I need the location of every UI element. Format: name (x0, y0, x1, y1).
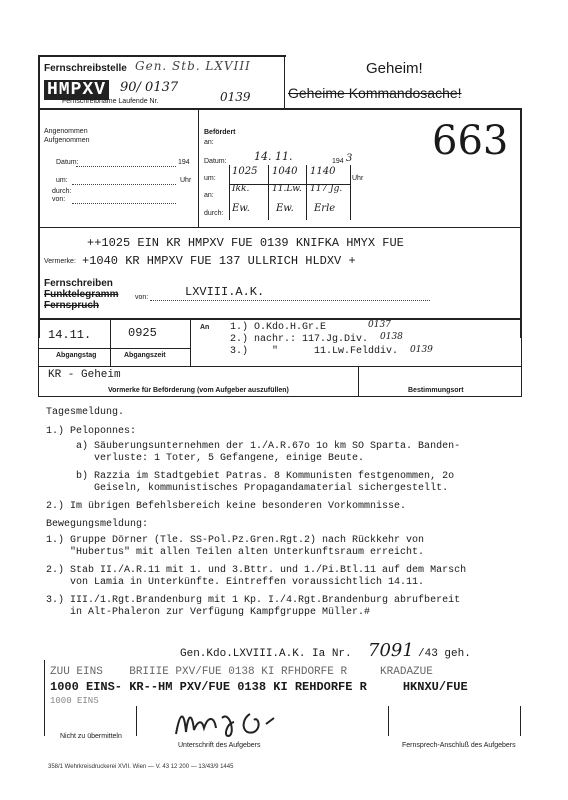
form-border-right (520, 108, 522, 338)
abgangszeit-caption: Abgangszeit (124, 352, 166, 359)
received-year: 194 (178, 159, 190, 166)
dispatch-an-label: An (200, 324, 210, 331)
report-line-13: in Alt-Phaleron zur Verfügung Kampfgruppe Müller.# (46, 607, 371, 618)
stamp-code: HMPXV (44, 80, 109, 100)
report-title: Tagesmeldung. (46, 407, 125, 418)
dispatch-underline (38, 348, 190, 349)
big-handwritten-number: 663 (432, 118, 509, 164)
handwritten-signature (170, 706, 290, 740)
report-line-6: 2.) Im übrigen Befehlsbereich keine besonderen Vorkommnisse. (46, 501, 407, 512)
befoerdert-label: Befördert (204, 129, 236, 136)
reference-suffix: /43 geh. (418, 648, 471, 660)
forwarded-an-label: an: (204, 139, 214, 146)
addressee-1: 1.) O.Kdo.H.Gr.E (230, 322, 327, 333)
forwarded-datum-label: Datum: (204, 158, 227, 165)
laufende-nr: 90/ 0137 (120, 80, 179, 95)
angenommen-label: Angenommen (44, 128, 88, 135)
report-line-3: verluste: 1 Toter, 5 Gefangene, einige Beute. (46, 453, 365, 464)
abgangstag-value: 14.11. (48, 328, 92, 342)
type-funktelegramm: Funktelegramm (44, 289, 119, 300)
type-fernspruch: Fernspruch (44, 300, 100, 311)
forwarded-durch-label: durch: (204, 210, 224, 217)
forwarded-recipient-3: 117 Jg. (310, 184, 343, 194)
aufgenommen-label: Aufgenommen (44, 137, 90, 144)
forwarded-operator-1: Ew. (232, 203, 250, 214)
received-von-label: von: (52, 196, 66, 203)
dispatch-vline-2 (190, 320, 191, 366)
received-durch-label: durch: (52, 188, 72, 195)
report-line-1: 1.) Peloponnes: (46, 426, 137, 437)
geheim-stamp: Geheim! (366, 60, 423, 77)
forwarded-uhr-label: Uhr (352, 175, 364, 182)
report-line-2: a) Säuberungsunternehmen der 1./A.R.67o 1o km SO Sparta. Banden- (46, 441, 461, 452)
vormerke-caption: Vormerke für Beförderung (vom Aufgeber auszufüllen) (108, 387, 289, 394)
reference-number: 7091 (368, 640, 414, 661)
form-border-left (38, 55, 40, 338)
forwarded-operator-2: Ew. (276, 203, 294, 214)
forwarded-col-1 (229, 165, 230, 220)
forwarded-time-2: 1040 (272, 166, 298, 177)
signature-glyph (170, 706, 290, 740)
nicht-zu-uebermitteln: Nicht zu übermitteln (60, 733, 122, 740)
addressee-number-2: 0138 (380, 332, 403, 342)
header-inner-vline (284, 55, 285, 108)
type-von-label: von: (135, 294, 149, 301)
report-line-10: 2.) Stab II./A.R.11 mit 1. und 3.Bttr. und 1./Pi.Btl.11 auf dem Marsch (46, 565, 467, 576)
forwarded-col-4 (350, 165, 351, 220)
received-datum-label: Datum: (56, 159, 79, 166)
received-forwarded-divider (198, 110, 199, 227)
forwarded-recipient-2: 11.Lw. (272, 184, 302, 194)
fernsprech-caption: Fernsprech-Anschluß des Aufgebers (402, 742, 516, 749)
form-divider-2 (38, 227, 522, 228)
forwarded-year: 194 (332, 158, 344, 165)
type-von-line (150, 300, 430, 301)
addressee-2: 2.) nachr.: 117.Jg.Div. (230, 334, 369, 345)
geheime-kommandosache-stamp: Geheime Kommandosache! (288, 85, 462, 101)
forwarded-recipient-1: Ikk. (232, 184, 250, 194)
received-datum-line (76, 166, 176, 167)
report-line-4: b) Razzia im Stadtgebiet Patras. 8 Kommunisten festgenommen, 2o (46, 471, 455, 482)
kr-row-vline (358, 366, 359, 396)
signature-row-vline-right (520, 706, 521, 736)
type-von-value: LXVIII.A.K. (185, 285, 265, 299)
forwarded-year-suffix: 3 (346, 153, 353, 164)
signature-row-vline-left (44, 660, 45, 736)
signature-row-vline-1 (136, 706, 137, 736)
received-von-line (72, 203, 176, 204)
forwarded-an-label-2: an: (204, 192, 214, 199)
forwarded-operator-3: Erle (314, 203, 336, 214)
dispatch-vline-1 (110, 320, 111, 366)
tape-line-3: 1000 EINS (50, 696, 99, 706)
forwarded-col-2 (268, 165, 269, 220)
report-line-8: 1.) Gruppe Dörner (Tle. SS-Pol.Pz.Gren.Rgt.2) nach Rückkehr von (46, 535, 425, 546)
report-line-9: "Hubertus" mit allen Teilen alten Unterkunftsraum erreicht. (46, 547, 425, 558)
received-um-label: um: (56, 177, 68, 184)
abgangstag-caption: Abgangstag (56, 352, 97, 359)
transmission-line-1: ++1025 EIN KR HMPXV FUE 0139 KNIFKA HMYX FUE (87, 236, 404, 250)
report-line-5: Geiseln, kommunistisches Propagandamaterial sichergestellt. (46, 483, 449, 494)
report-line-11: von Lamia in Unterkünfte. Eintreffen voraussichtlich 14.11. (46, 577, 425, 588)
laufende-nr-caption: Fernschreibname Laufende Nr. (62, 98, 159, 105)
reference-line: Gen.Kdo.LXVIII.A.K. Ia Nr. (180, 648, 352, 660)
received-um-line (72, 184, 176, 185)
addressee-number-1: 0137 (368, 320, 391, 330)
printer-imprint: 358/1 Wehrkreisdruckerei XVII. Wien — V. 43 12 200 — 13/43/9 1445 (48, 764, 234, 770)
laufende-nr-2: 0139 (220, 90, 251, 104)
fernschreibstelle-label: Fernschreibstelle (44, 63, 127, 74)
form-divider-1 (38, 108, 522, 110)
abgangszeit-value: 0925 (128, 326, 157, 340)
vermerke-label: Vermerke: (44, 258, 76, 265)
forwarded-datum-value: 14. 11. (254, 150, 293, 163)
form-border-top (38, 55, 286, 57)
tape-line-2: 1000 EINS- KR--HM PXV/FUE 0138 KI REHDORFE R HKNXU/FUE (50, 680, 468, 694)
received-uhr-label: Uhr (180, 177, 192, 184)
fernschreibstelle-value: Gen. Stb. LXVIII (135, 59, 251, 73)
signature-row-vline-2 (388, 706, 389, 736)
kr-geheim: KR - Geheim (48, 369, 121, 381)
forwarded-col-3 (306, 165, 307, 220)
report-line-7: Bewegungsmeldung: (46, 519, 149, 530)
forwarded-time-3: 1140 (310, 166, 336, 177)
unterschrift-caption: Unterschrift des Aufgebers (178, 742, 261, 749)
tape-line-1: ZUU EINS BRIIIE PXV/FUE 0138 KI RFHDORFE R KRADAZUE (50, 666, 433, 678)
transmission-line-2: +1040 KR HMPXV FUE 137 ULLRICH HLDXV + (82, 254, 356, 268)
report-line-12: 3.) III./1.Rgt.Brandenburg mit 1 Kp. I./4.Rgt.Brandenburg abrufbereit (46, 595, 461, 606)
bestimmungsort-caption: Bestimmungsort (408, 387, 464, 394)
addressee-3: 3.) " 11.Lw.Felddiv. (230, 346, 399, 357)
forwarded-um-label: um: (204, 175, 216, 182)
forwarded-time-1: 1025 (232, 166, 258, 177)
addressee-number-3: 0139 (410, 345, 433, 355)
type-fernschreiben: Fernschreiben (44, 278, 113, 289)
